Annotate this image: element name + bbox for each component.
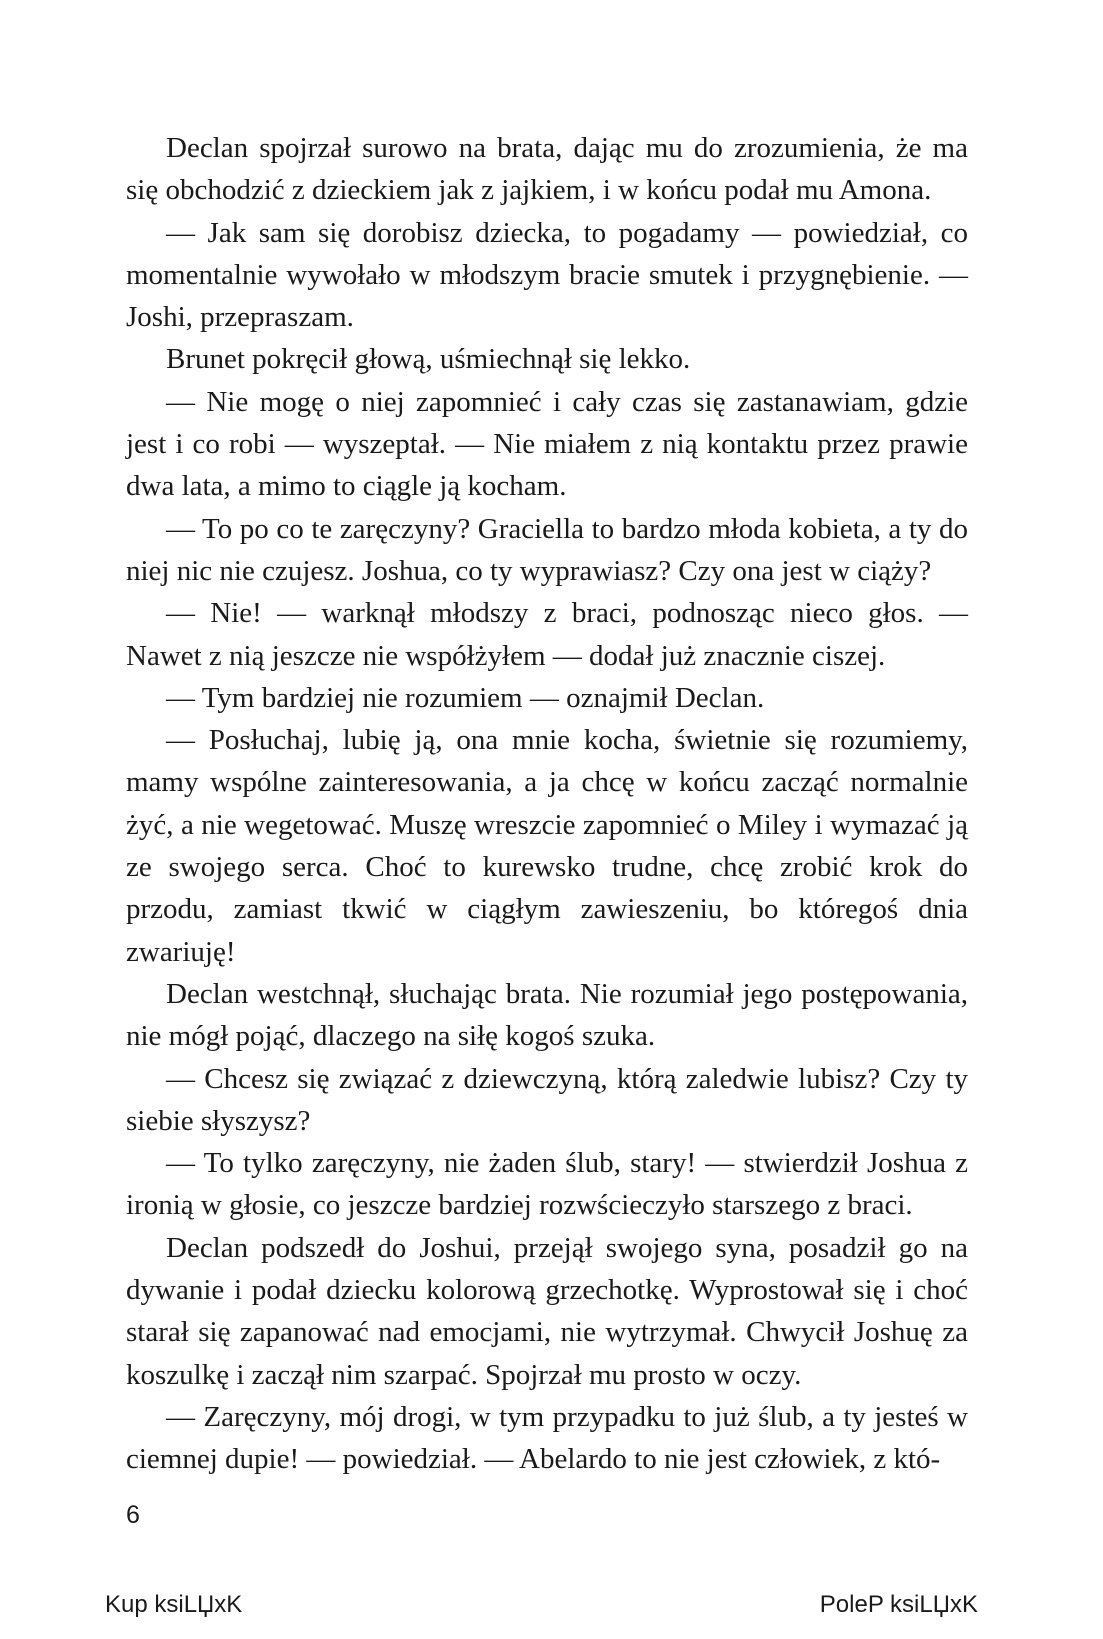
paragraph-10: — Chcesz się związać z dziewczyną, którą zaledwie lubisz? Czy ty siebie słyszysz? [126, 1062, 968, 1137]
paragraph-5: — To po co te zaręczyny? Graciella to bardzo młoda kobieta, a ty do niej nic nie czujesz. Joshua, co ty wyprawiasz? Czy ona jest w ciąży? [126, 512, 968, 587]
paragraph-11: — To tylko zaręczyny, nie żaden ślub, stary! — stwierdził Joshua z ironią w głosie, co jeszcze bardziej rozwścieczyło starszego z braci. [126, 1147, 968, 1222]
paragraph-1: Declan spojrzał surowo na brata, dając mu do zrozumienia, że ma się obchodzić z dzieckiem jak z jajkiem, i w końcu podał mu Amona. [126, 132, 968, 207]
paragraph-12: Declan podszedł do Joshui, przejął swojego syna, posadził go na dywanie i podał dziecku kolorową grzechotkę. Wyprostował się i choć starał się zapanować nad emocjami, nie wytrzymał. Chwycił Joshuę za koszulkę i zaczął nim szarpać. Spojrzał mu prosto w oczy. [126, 1231, 968, 1391]
paragraph-13: — Zaręczyny, mój drogi, w tym przypadku to już ślub, a ty jesteś w ciemnej dupie! — powiedział. — Abelardo to nie jest człowiek, z któ- [126, 1400, 968, 1476]
buy-book-link[interactable]: Kup ksiLЏxK [105, 1591, 243, 1618]
recommend-book-link[interactable]: PoleP ksiLЏxK [819, 1591, 978, 1618]
paragraph-8: — Posłuchaj, lubię ją, ona mnie kocha, świetnie się rozumiemy, mamy wspólne zainteresowania, a ja chcę w końcu zacząć normalnie żyć, a nie wegetować. Muszę wreszcie zapomnieć o Miley i wymazać ją ze swojego serca. Choć to kurewsko trudne, chcę zrobić krok do przodu, zamiast tkwić w ciągłym zawieszeniu, bo któregoś dnia zwariuję! [126, 724, 968, 968]
page-number: 6 [126, 1501, 140, 1529]
paragraph-4: — Nie mogę o niej zapomnieć i cały czas się zastanawiam, gdzie jest i co robi — wyszeptał. — Nie miałem z nią kontaktu przez prawie dwa lata, a mimo to ciągle ją kocham. [126, 385, 968, 503]
paragraph-6: — Nie! — warknął młodszy z braci, podnosząc nieco głos. — Nawet z nią jeszcze nie współżyłem — dodał już znacznie ciszej. [126, 597, 968, 672]
paragraph-2: — Jak sam się dorobisz dziecka, to pogadamy — powiedział, co momentalnie wywołało w młodszym bracie smutek i przygnębienie. — Joshi, przepraszam. [126, 216, 968, 334]
paragraph-9: Declan westchnął, słuchając brata. Nie rozumiał jego postępowania, nie mógł pojąć, dlaczego na siłę kogoś szuka. [126, 977, 968, 1053]
paragraph-3: Brunet pokręcił głową, uśmiechnął się lekko. [166, 343, 691, 376]
paragraph-7: — Tym bardziej nie rozumiem — oznajmił Declan. [166, 681, 765, 714]
body-text [126, 127, 968, 1481]
